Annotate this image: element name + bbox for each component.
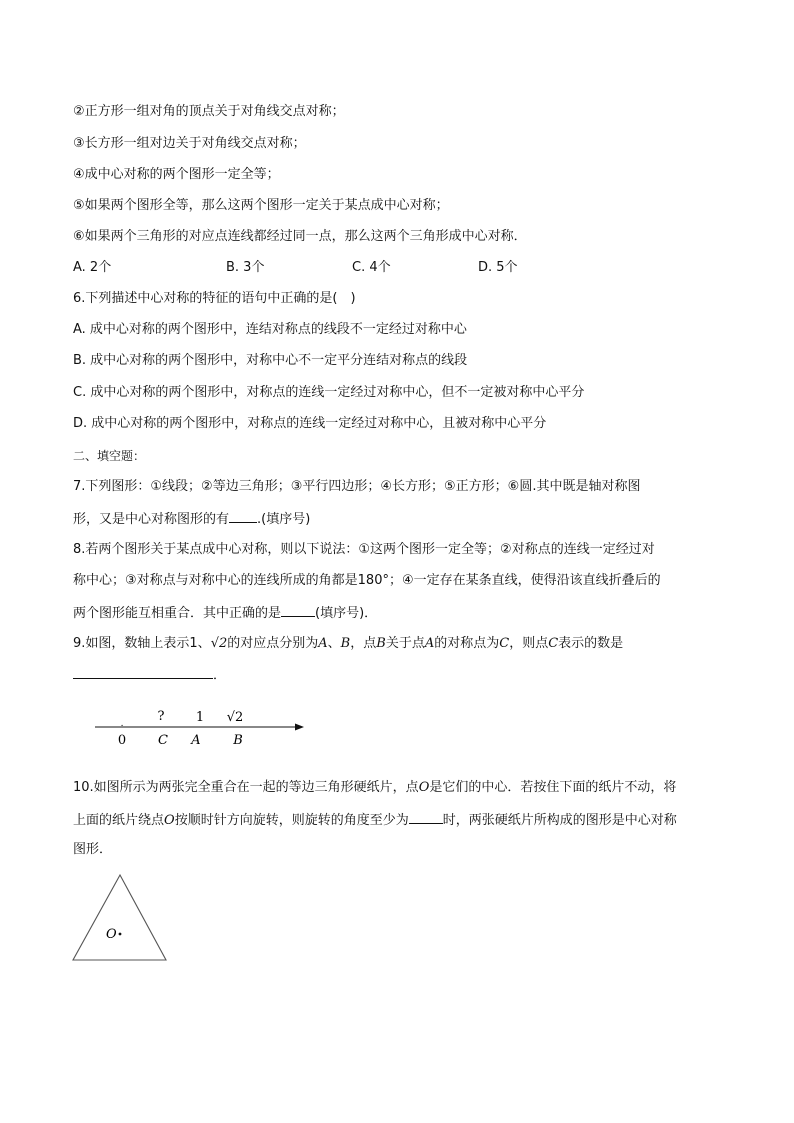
point-a-label: A: [318, 636, 328, 651]
point-b-label: B: [233, 733, 243, 748]
point-o-label: O: [164, 813, 175, 828]
q7-text: 形，又是中心对称图形的有: [73, 512, 230, 527]
tick-label-one: 1: [195, 710, 205, 725]
q6-option-d[interactable]: D. 成中心对称的两个图形中，对称点的连线一定经过对称中心，且被对称中心平分: [73, 416, 547, 431]
q8-line2: 称中心；③对称点与对称中心的连线所成的角都是180°；④一定存在某条直线，使得沿该直线折叠后的: [73, 573, 661, 588]
q8-line3: [73, 603, 377, 623]
statement-4: ④成中心对称的两个图形一定全等；: [73, 167, 280, 182]
statement-3: ③长方形一组对边关于对角线交点对称；: [73, 136, 306, 151]
q6-option-b[interactable]: B. 成中心对称的两个图形中，对称中心不一定平分连结对称点的线段: [73, 353, 468, 368]
q9-text: 、: [327, 636, 341, 651]
section-title: 二、填空题：: [73, 449, 146, 463]
q10-text: 是它们的中心．若按住下面的纸片不动，将: [429, 780, 677, 795]
q9-text: 表示的数是: [558, 636, 624, 651]
q8-line1: 8.若两个图形关于某点成中心对称，则以下说法：①这两个图形一定全等；②对称点的连线一定经过对: [73, 542, 655, 557]
q10-text: 10.如图所示为两张完全重合在一起的等边三角形硬纸片，点: [73, 780, 419, 795]
q9-text-end: ．: [213, 668, 227, 683]
q6-option-c[interactable]: C. 成中心对称的两个图形中，对称点的连线一定经过对称中心，但不一定被对称中心平分: [73, 385, 585, 400]
tick-label-zero: 0: [117, 733, 127, 748]
tick-label-question: ?: [157, 709, 165, 724]
q6-option-a[interactable]: A. 成中心对称的两个图形中，连结对称点的线段不一定经过对称中心: [73, 322, 467, 337]
q6-stem: 6.下列描述中心对称的特征的语句中正确的是( ): [73, 291, 356, 306]
sqrt2-symbol: √2: [210, 636, 228, 651]
center-o-label: O: [106, 927, 117, 942]
q5-option-b[interactable]: B. 3个: [226, 260, 265, 275]
point-c-label: C: [158, 733, 168, 748]
point-b-label: B: [376, 636, 386, 651]
center-point: [119, 933, 122, 936]
tick-label-sqrt2: √2: [226, 710, 244, 725]
q7-answer-blank[interactable]: [229, 509, 257, 523]
triangle-figure: [70, 872, 170, 964]
q9-answer-blank[interactable]: [73, 665, 213, 679]
q10-text: 按顺时针方向旋转，则旋转的角度至少为: [174, 813, 409, 828]
q5-option-d[interactable]: D. 5个: [478, 260, 518, 275]
q7-line1: 7.下列图形：①线段；②等边三角形；③平行四边形；④长方形；⑤正方形；⑥圆.其中既是轴对称图: [73, 479, 641, 494]
q7-text-end: .(填序号): [257, 512, 311, 527]
point-a-label: A: [191, 733, 201, 748]
q9-text: 的对应点分别为: [227, 636, 319, 651]
q9-text: 的对称点为: [434, 636, 500, 651]
arrow-head-icon: [295, 724, 304, 731]
q10-answer-blank[interactable]: [409, 810, 443, 824]
q5-option-c[interactable]: C. 4个: [352, 260, 391, 275]
q10-text: 上面的纸片绕点: [73, 813, 165, 828]
q7-line2: [73, 509, 310, 529]
q8-text-end: (填序号)．: [315, 606, 378, 621]
q10-text: 时，两张硬纸片所构成的图形是中心对称: [442, 813, 677, 828]
q9-text: 9.如图，数轴上表示1、: [73, 636, 211, 651]
number-line-figure: [90, 700, 310, 752]
q9-answer-line: [73, 665, 226, 685]
point-b-label: B: [340, 636, 351, 651]
statement-5: ⑤如果两个图形全等，那么这两个图形一定关于某点成中心对称；: [73, 198, 449, 213]
point-a-label: A: [424, 636, 435, 651]
q10-line3: 图形．: [73, 842, 113, 857]
q9-text: ，则点: [509, 636, 549, 651]
q9-text: 关于点: [385, 636, 425, 651]
q8-text: 两个图形能互相重合．其中正确的是: [73, 606, 282, 621]
q9-text: ，点: [350, 636, 377, 651]
statement-2: ②正方形一组对角的顶点关于对角线交点对称；: [73, 104, 345, 119]
point-o-label: O: [418, 780, 430, 795]
point-c-label: C: [499, 636, 510, 651]
q10-line2: [73, 810, 677, 830]
q8-answer-blank[interactable]: [281, 603, 315, 617]
tick-dot: .: [120, 719, 124, 729]
q9-stem: [73, 635, 623, 653]
point-c-label: C: [548, 636, 559, 651]
equilateral-triangle: [73, 875, 166, 960]
statement-6: ⑥如果两个三角形的对应点连线都经过同一点，那么这两个三角形成中心对称．: [73, 229, 527, 244]
q5-option-a[interactable]: A. 2个: [73, 260, 112, 275]
q10-line1: [73, 779, 676, 797]
